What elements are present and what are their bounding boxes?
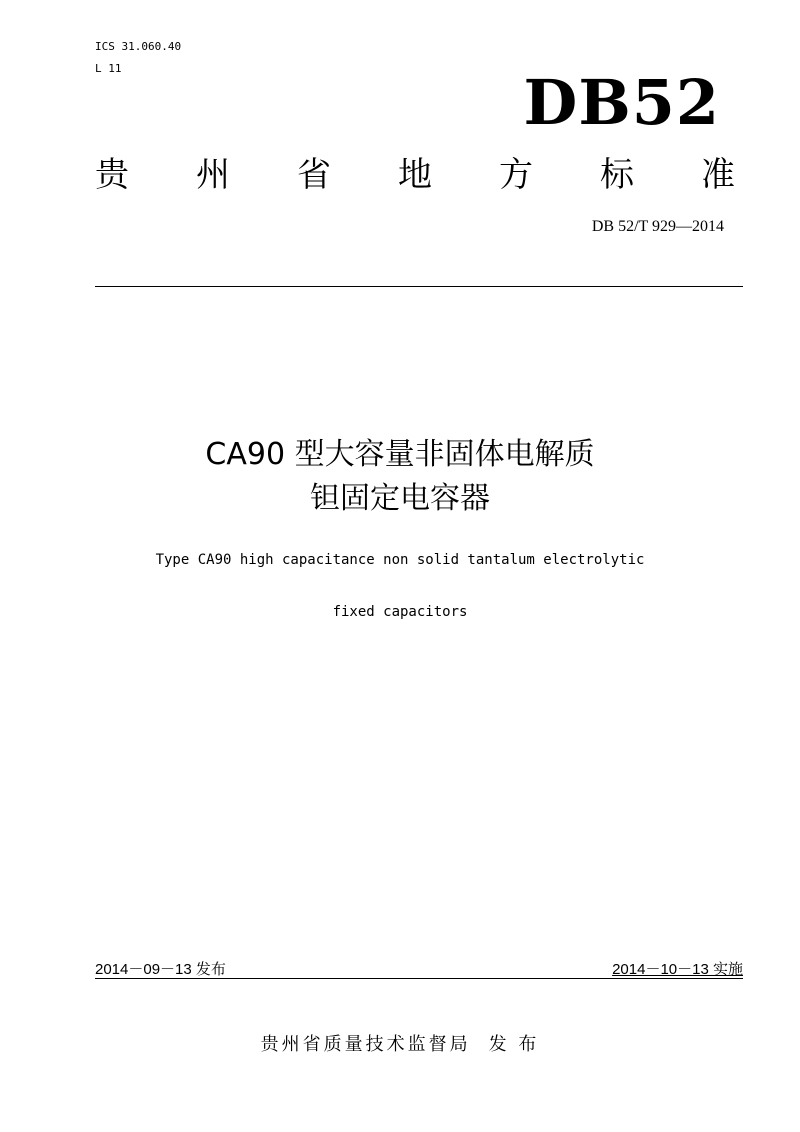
issuing-organization: 贵州省质量技术监督局 — [260, 1034, 471, 1055]
standard-type-char: 准 — [701, 155, 735, 195]
title-english-line-1: Type CA90 high capacitance non solid tantalum electrolytic — [155, 552, 645, 568]
standard-type-title — [95, 150, 735, 200]
standard-type-char: 方 — [499, 155, 533, 195]
standard-type-char: 省 — [297, 155, 331, 195]
title-chinese-line-2: 钽固定电容器 — [310, 481, 490, 516]
ics-code: ICS 31.060.40 — [95, 40, 182, 53]
standard-number: DB 52/T 929—2014 — [591, 218, 724, 235]
standard-type-char: 州 — [196, 155, 230, 195]
standard-type-char: 贵 — [95, 155, 129, 195]
standard-type-char: 标 — [600, 155, 634, 195]
footer-divider — [95, 978, 743, 979]
title-chinese-line-1: CA90 型大容量非固体电解质 — [205, 437, 595, 472]
db52-logo: DB52 — [523, 66, 720, 139]
standard-type-char: 地 — [398, 155, 432, 195]
issuer-line — [0, 1030, 800, 1056]
issue-action: 发 布 — [488, 1034, 540, 1055]
title-english-line-2: fixed capacitors — [332, 604, 468, 620]
publish-date: 2014－09－13 发布 — [95, 961, 226, 978]
implementation-date: 2014－10－13 实施 — [612, 961, 743, 978]
header-divider — [95, 286, 743, 287]
classification-code: L 11 — [95, 62, 122, 75]
